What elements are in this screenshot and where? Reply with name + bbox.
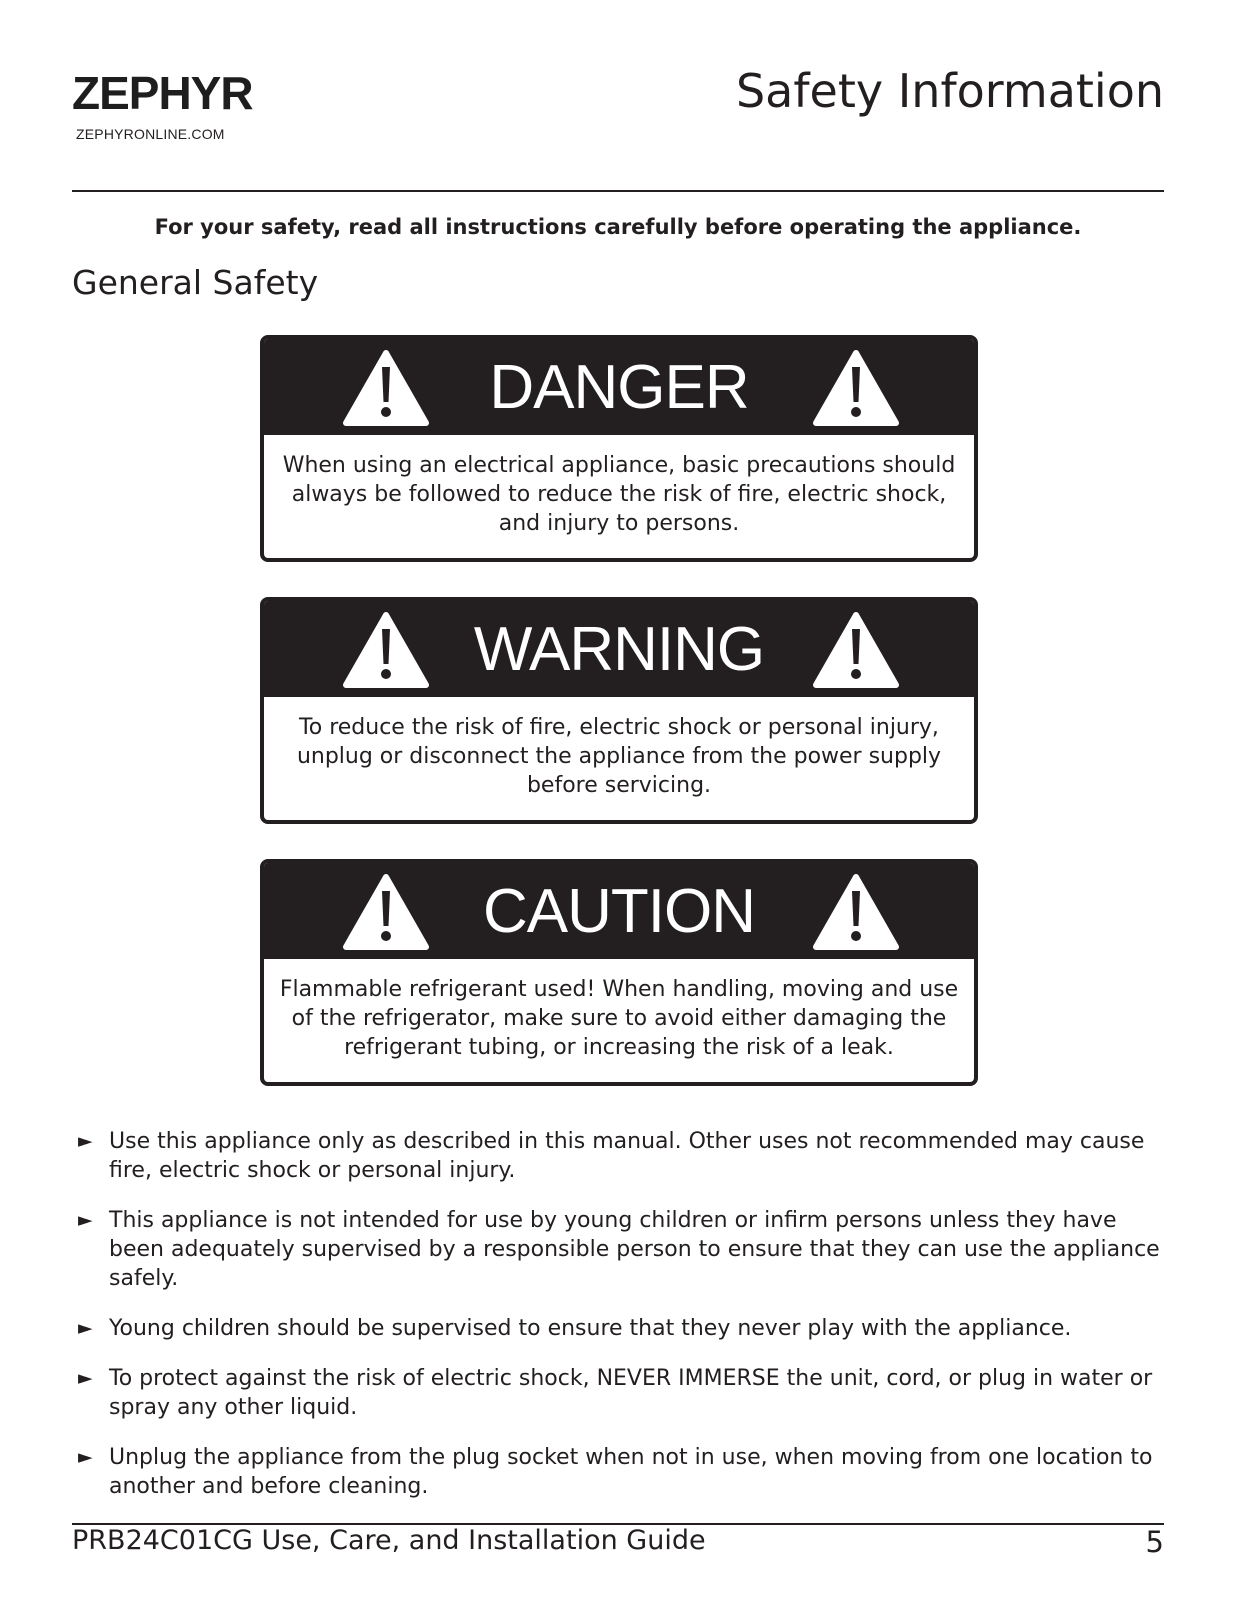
sign-body: To reduce the risk of fire, electric shock or personal injury, unplug or disconnect the appliance from the power supply before servicing. — [296, 715, 942, 798]
sign-header — [264, 339, 974, 435]
sign-body: Flammable refrigerant used! When handling, moving and use of the refrigerator, make sure to avoid either damaging the refrigerant tubing, or increasing the risk of a leak. — [279, 977, 959, 1060]
sign-header — [264, 601, 974, 697]
sign-title: WARNING — [473, 614, 765, 684]
warning-triangle-icon — [342, 611, 430, 689]
warning-triangle-icon — [342, 873, 430, 951]
warning-triangle-icon — [342, 349, 430, 427]
list-item — [72, 1206, 1172, 1293]
page-title: Safety Information — [735, 64, 1164, 118]
triangle-pointer-right-icon: ► — [78, 1317, 93, 1339]
page-number: 5 — [1145, 1525, 1164, 1559]
list-item-text: This appliance is not intended for use by young children or infirm persons unless they have been adequately supervised by a responsible person to ensure that they can use the appliance safely. — [109, 1208, 1160, 1291]
list-item-text: Unplug the appliance from the plug socket when not in use, when moving from one location to another and before cleaning. — [109, 1445, 1153, 1499]
triangle-pointer-right-icon: ► — [78, 1130, 93, 1152]
triangle-pointer-right-icon: ► — [78, 1446, 93, 1468]
sign-body: When using an electrical appliance, basic precautions should always be followed to reduce the risk of fire, electric shock, and injury to persons. — [282, 453, 956, 536]
section-heading: General Safety — [72, 263, 319, 302]
list-item — [72, 1127, 1172, 1185]
warning-sign — [260, 597, 978, 824]
list-item-text: To protect against the risk of electric shock, NEVER IMMERSE the unit, cord, or plug in water or spray any other liquid. — [109, 1366, 1153, 1420]
sign-title: CAUTION — [483, 876, 755, 946]
sign-header — [264, 863, 974, 959]
caution-sign — [260, 859, 978, 1086]
page-header — [72, 62, 1164, 192]
list-item-text: Young children should be supervised to ensure that they never play with the appliance. — [109, 1316, 1072, 1341]
header-divider — [72, 190, 1164, 192]
zephyr-logo: ZEPHYR — [72, 67, 253, 119]
list-item — [72, 1443, 1172, 1501]
triangle-pointer-right-icon: ► — [78, 1367, 93, 1389]
intro-text: For your safety, read all instructions carefully before operating the appliance. — [154, 215, 1082, 239]
footer-guide-title: PRB24C01CG Use, Care, and Installation Guide — [72, 1525, 706, 1556]
warning-triangle-icon — [812, 611, 900, 689]
danger-sign — [260, 335, 978, 562]
list-item-text: Use this appliance only as described in this manual. Other uses not recommended may cause fire, electric shock or personal injury. — [109, 1129, 1145, 1183]
triangle-pointer-right-icon: ► — [78, 1209, 93, 1231]
list-item — [72, 1314, 1172, 1343]
warning-triangle-icon — [812, 873, 900, 951]
list-item — [72, 1364, 1172, 1422]
logo-url: ZEPHYRONLINE.COM — [76, 126, 225, 142]
safety-bullet-list — [72, 1127, 1172, 1522]
sign-title: DANGER — [489, 352, 749, 422]
warning-triangle-icon — [812, 349, 900, 427]
